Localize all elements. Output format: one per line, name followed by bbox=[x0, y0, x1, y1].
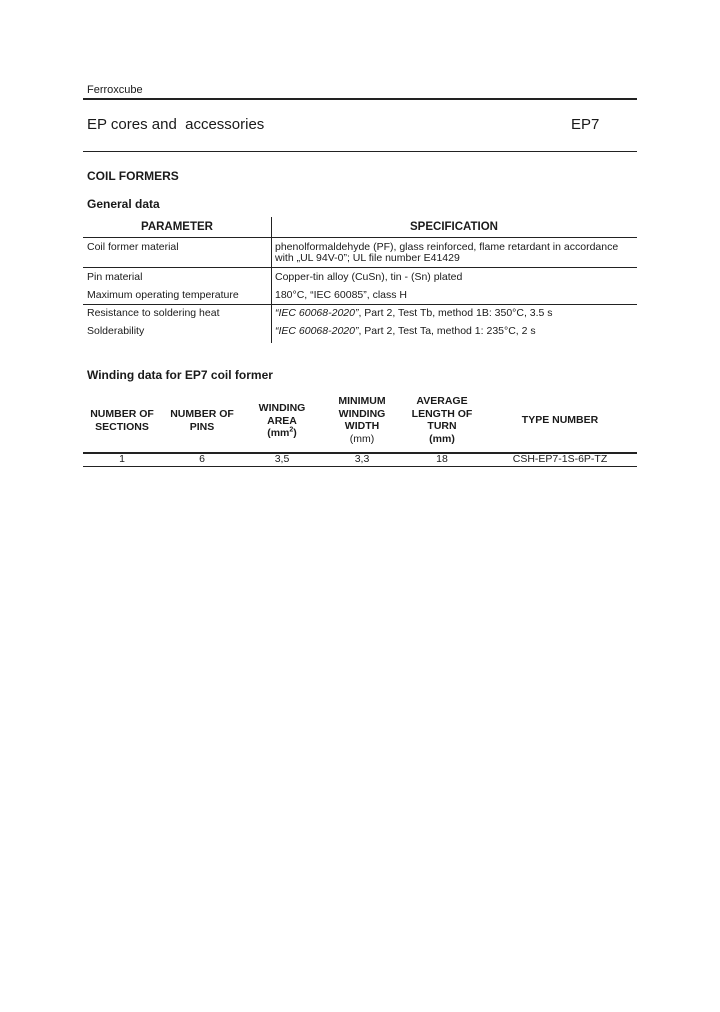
section-heading: COIL FORMERS bbox=[87, 169, 179, 183]
table-row-parameter: Pin material bbox=[87, 271, 143, 283]
company-name: Ferroxcube bbox=[87, 84, 143, 96]
table-row-parameter: Coil former material bbox=[87, 241, 179, 253]
column-header-type-number: TYPE NUMBER bbox=[521, 414, 599, 426]
column-header-winding-area: WINDING AREA $(mm^2)$ bbox=[258, 402, 306, 439]
general-data-heading: General data bbox=[87, 197, 160, 211]
standard-reference: “IEC 60068-2020” bbox=[275, 325, 359, 337]
column-header-average-turn-length: AVERAGE LENGTH OF TURN (mm) bbox=[411, 395, 473, 445]
table-cell-average-turn-length: 18 bbox=[436, 453, 448, 465]
column-header-min-winding-width: MINIMUM WINDING WIDTH (mm) bbox=[338, 395, 386, 445]
table-row-parameter: Solderability bbox=[87, 325, 145, 337]
table-row-specification: 180°C, “IEC 60085”, class H bbox=[275, 289, 408, 301]
table-row-specification: Copper-tin alloy (CuSn), tin - (Sn) plated bbox=[275, 271, 463, 283]
table-row-parameter: Resistance to soldering heat bbox=[87, 307, 220, 319]
standard-reference: “IEC 60068-2020” bbox=[275, 307, 359, 319]
column-header-sections: NUMBER OF SECTIONS bbox=[90, 408, 154, 433]
column-header-pins: NUMBER OF PINS bbox=[170, 408, 234, 433]
table-row-parameter: Maximum operating temperature bbox=[87, 289, 239, 301]
table-cell-min-winding-width: 3,3 bbox=[354, 453, 370, 465]
table-cell-pins: 6 bbox=[199, 453, 205, 465]
column-header-specification: SPECIFICATION bbox=[410, 221, 498, 233]
spec-detail: , Part 2, Test Tb, method 1B: 350°C, 3.5 s bbox=[358, 307, 553, 319]
winding-bottom-rule bbox=[83, 466, 637, 467]
table-row-specification: with „UL 94V-0”; UL file number E41429 bbox=[275, 252, 460, 264]
document-code: EP7 bbox=[571, 116, 600, 133]
table-row-specification: phenolformaldehyde (PF), glass reinforced, flame retardant in accordance bbox=[275, 241, 619, 253]
table-cell-sections: 1 bbox=[119, 453, 125, 465]
document-title: EP cores and accessories bbox=[87, 116, 265, 133]
table-cell-winding-area: 3,5 bbox=[274, 453, 290, 465]
table-cell-type-number: CSH-EP7-1S-6P-TZ bbox=[512, 453, 608, 465]
spec-detail: , Part 2, Test Ta, method 1: 235°C, 2 s bbox=[358, 325, 536, 337]
column-header-parameter: PARAMETER bbox=[141, 221, 213, 233]
winding-data-heading: Winding data for EP7 coil former bbox=[87, 368, 273, 382]
